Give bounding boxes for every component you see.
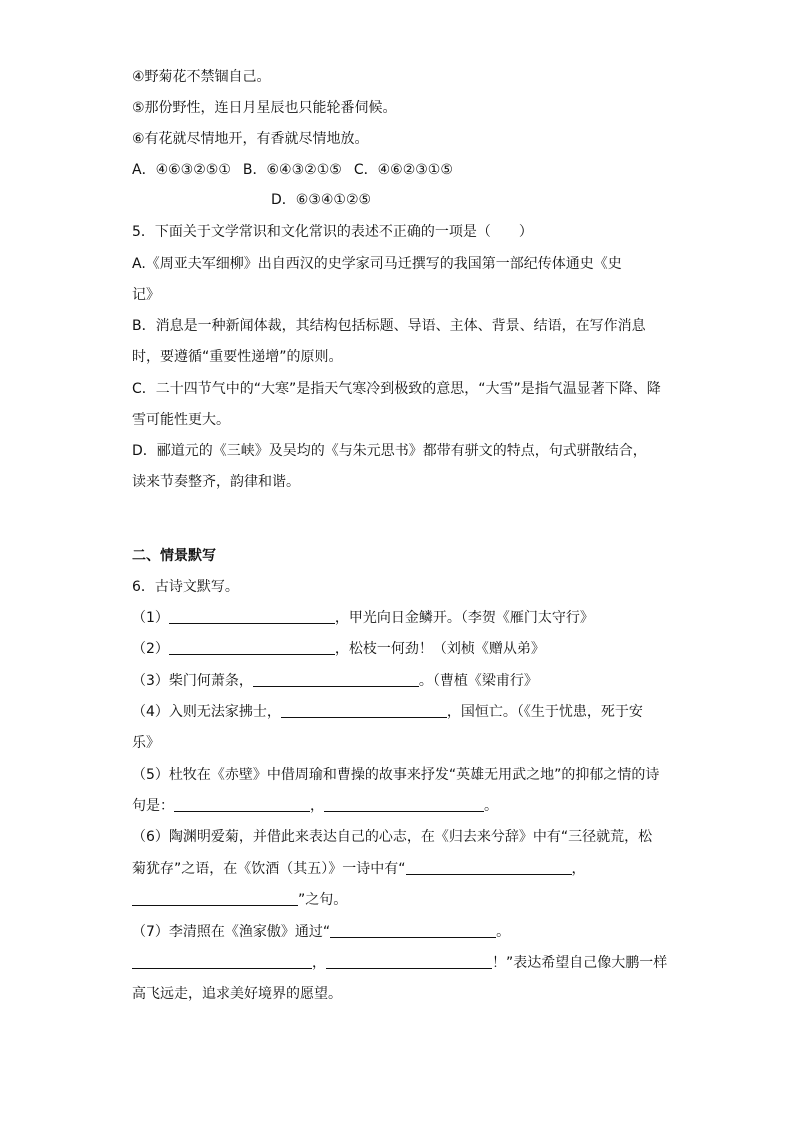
q5-option-d-cont: 读来节奏整齐，韵律和谐。: [132, 474, 300, 490]
answer-blank[interactable]: [169, 609, 335, 624]
q5-option-c-cont: 雪可能性更大。: [132, 412, 230, 428]
q4-sentence-4: ④野菊花不禁锢自己。: [132, 69, 271, 85]
q5-option-a: A.《周亚夫军细柳》出自西汉的史学家司马迁撰写的我国第一部纪传体通史《史: [132, 256, 622, 272]
q6-item-7-line2: ， ！”表达希望自己像大鹏一样: [132, 953, 667, 973]
q6-item-2: （2） ，松枝一何劲！（刘桢《赠从弟》: [132, 641, 545, 657]
answer-blank[interactable]: [326, 954, 492, 969]
q5-option-b: B．消息是一种新闻体裁，其结构包括标题、导语、主体、背景、结语，在写作消息: [132, 318, 646, 334]
q6-item-4: （4）入则无法家拂士， ，国恒亡。（《生于忧患，死于安: [132, 704, 643, 720]
q5-option-a-cont: 记》: [132, 287, 160, 303]
q6-item-7: （7）李清照在《渔家傲》通过“ 。: [132, 924, 511, 940]
q5-option-c: C．二十四节气中的“大寒”是指天气寒冷到极致的意思，“大雪”是指气温显著下降、降: [132, 381, 661, 397]
q6-item-6-line2: 菊犹存”之语，在《饮酒（其五）》一诗中有“ ，: [132, 861, 586, 877]
answer-blank[interactable]: [253, 672, 419, 687]
q6-item-5-blanks: 句是： ， 。: [132, 798, 498, 814]
q6-item-1: （1） ，甲光向日金鳞开。（李贺《雁门太守行》: [132, 610, 594, 626]
q5-option-b-cont: 时，要遵循“重要性递增”的原则。: [132, 349, 343, 365]
answer-blank[interactable]: [324, 797, 484, 812]
q6-item-5: （5）杜牧在《赤壁》中借周瑜和曹操的故事来抒发“英雄无用武之地”的抑郁之情的诗: [132, 767, 660, 783]
q6-item-4-cont: 乐》: [132, 735, 160, 751]
q4-option-c: C．④⑥②③①⑤: [353, 162, 453, 178]
q6-stem: 6．古诗文默写。: [132, 579, 239, 595]
answer-blank[interactable]: [132, 891, 298, 906]
answer-blank[interactable]: [174, 797, 310, 812]
answer-blank[interactable]: [169, 640, 335, 655]
q4-options-row: [132, 160, 453, 180]
q6-item-3: （3）柴门何萧条， 。（曹植《梁甫行》: [132, 673, 538, 689]
q6-item-6: （6）陶渊明爱菊，并借此来表达自己的心志，在《归去来兮辞》中有“三径就荒，松: [132, 829, 653, 845]
answer-blank[interactable]: [330, 923, 496, 938]
answer-blank[interactable]: [132, 954, 312, 969]
answer-blank[interactable]: [281, 703, 447, 718]
q4-sentence-5: ⑤那份野性，连日月星辰也只能轮番伺候。: [132, 100, 397, 116]
answer-blank[interactable]: [406, 860, 572, 875]
q4-sentence-6: ⑥有花就尽情地开，有香就尽情地放。: [132, 131, 369, 147]
q4-option-b: B．⑥④③②①⑤: [242, 162, 342, 178]
q4-option-a: A．④⑥③②⑤①: [132, 162, 231, 178]
q5-option-d: D．郦道元的《三峡》及吴均的《与朱元思书》都带有骈文的特点，句式骈散结合，: [132, 443, 647, 459]
q6-item-7-line3: 高飞远走，追求美好境界的愿望。: [132, 986, 342, 1002]
q4-option-d: D．⑥③④①②⑤: [271, 192, 372, 208]
section-title: 二、情景默写: [132, 548, 216, 564]
q5-stem: 5．下面关于文学常识和文化常识的表述不正确的一项是（ ）: [132, 224, 533, 240]
q6-item-6-line3: ”之句。: [132, 890, 347, 910]
